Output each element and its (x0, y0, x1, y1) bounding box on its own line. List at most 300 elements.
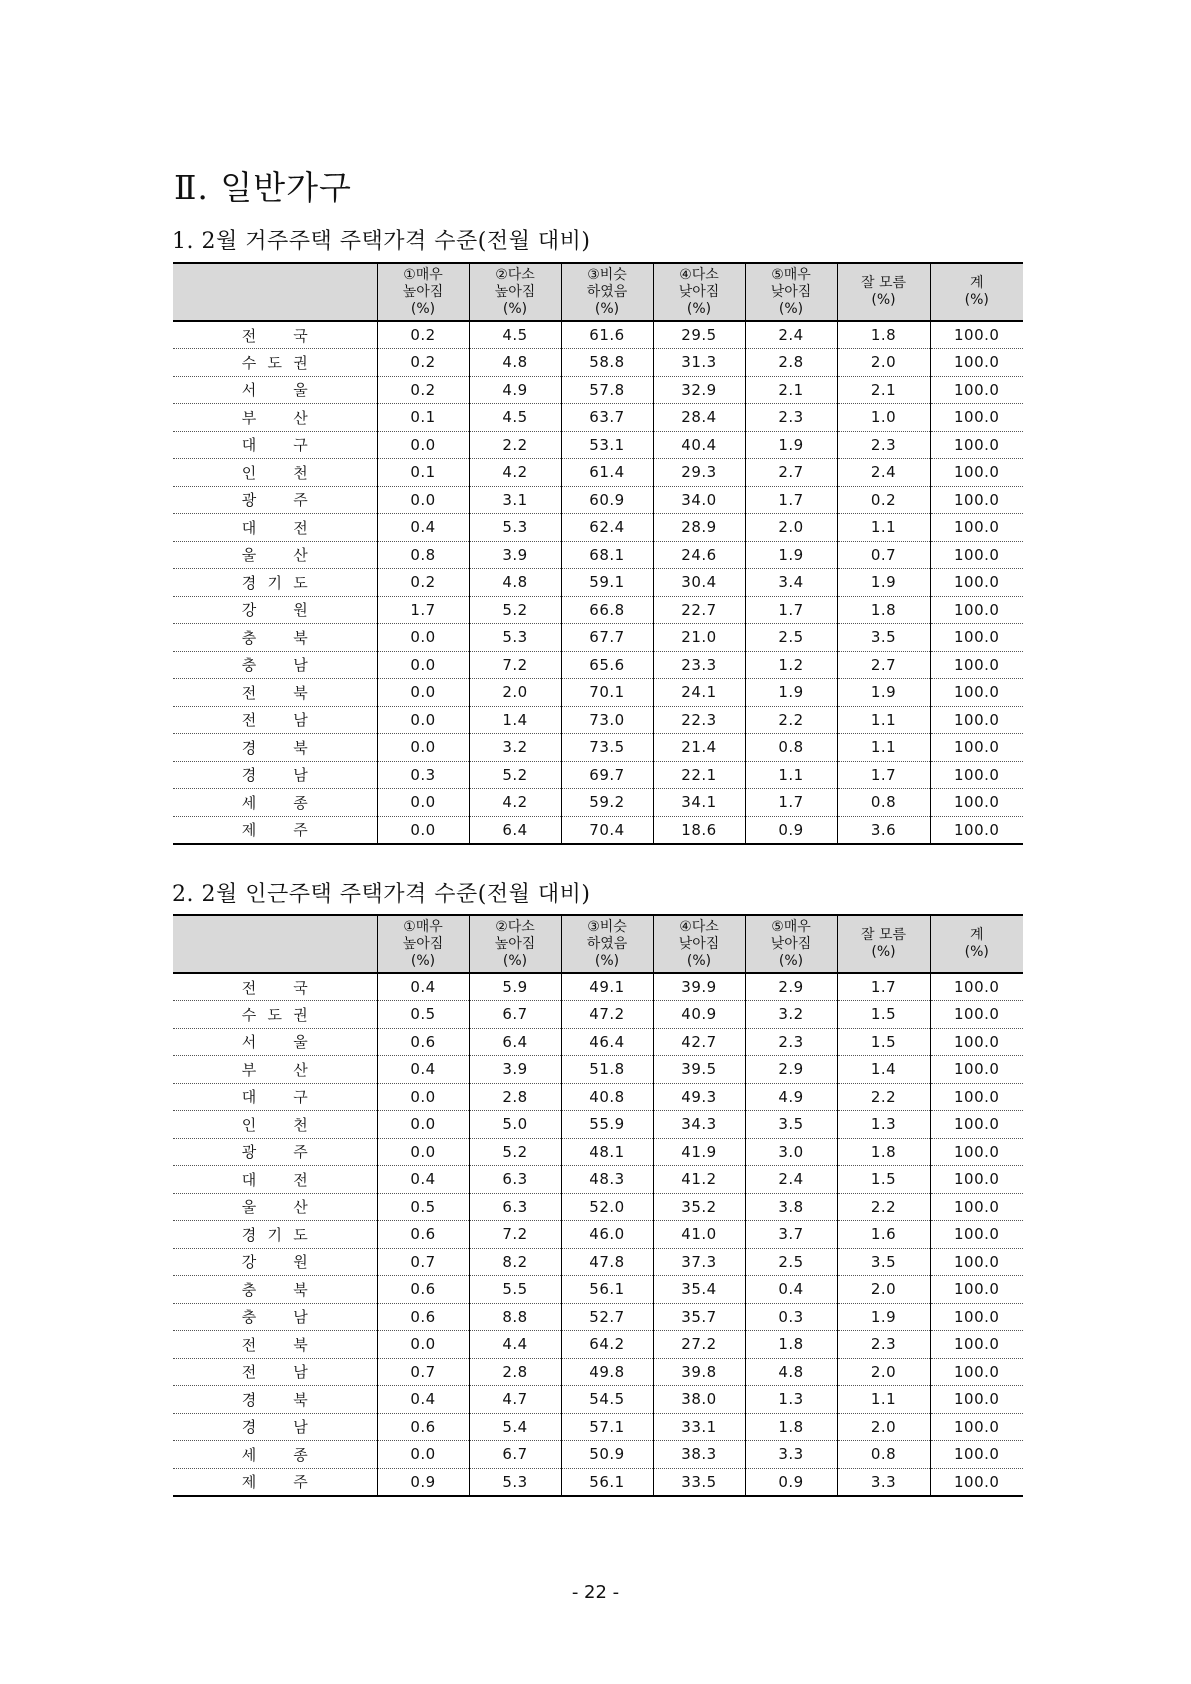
value-cell: 32.9 (653, 376, 745, 404)
region-name (242, 977, 308, 998)
table-row (173, 1166, 1023, 1194)
table-row (173, 1413, 1023, 1441)
region-char: 인 (241, 463, 257, 482)
region-name (242, 434, 308, 455)
region-cell (173, 1331, 377, 1359)
region-char: 주 (293, 821, 308, 839)
value-cell: 5.3 (469, 1468, 561, 1496)
region-name (242, 1444, 308, 1465)
table-row (173, 404, 1023, 432)
value-cell: 1.7 (837, 761, 930, 789)
column-header-line: 낮아짐 (678, 283, 720, 300)
value-cell: 1.3 (837, 1111, 930, 1139)
region-name (242, 489, 308, 510)
region-char: 북 (293, 1335, 308, 1354)
value-cell: 35.4 (653, 1276, 745, 1304)
value-cell: 24.6 (653, 541, 745, 569)
value-cell: 1.4 (837, 1056, 930, 1084)
value-cell: 34.1 (653, 789, 745, 817)
value-cell: 0.0 (377, 1111, 469, 1139)
value-cell: 100.0 (930, 1166, 1023, 1194)
value-cell: 1.7 (745, 486, 837, 514)
region-char: 부 (241, 1060, 257, 1079)
value-cell: 2.1 (745, 376, 837, 404)
region-cell (173, 761, 377, 789)
region-char: 세 (241, 793, 257, 812)
column-header-line: (%) (964, 944, 989, 960)
table-row (173, 459, 1023, 487)
value-cell: 2.4 (745, 321, 837, 349)
region-name (242, 325, 308, 346)
column-header-line: 계 (969, 275, 984, 291)
value-cell: 0.0 (377, 1331, 469, 1359)
value-cell: 5.3 (469, 624, 561, 652)
table-row (173, 1056, 1023, 1084)
value-cell: 3.9 (469, 1056, 561, 1084)
value-cell: 0.0 (377, 816, 469, 844)
table-row (173, 1303, 1023, 1331)
table-row (173, 514, 1023, 542)
column-header (377, 263, 469, 321)
value-cell: 6.3 (469, 1166, 561, 1194)
value-cell: 4.9 (469, 376, 561, 404)
value-cell: 41.0 (653, 1221, 745, 1249)
page-number: - 22 - (571, 1582, 620, 1603)
value-cell: 49.3 (653, 1083, 745, 1111)
region-char: 서 (241, 1033, 257, 1052)
column-header-line: (%) (871, 944, 896, 960)
value-cell: 100.0 (930, 569, 1023, 597)
region-char: 권 (293, 353, 308, 372)
value-cell: 5.4 (469, 1413, 561, 1441)
value-cell: 22.1 (653, 761, 745, 789)
value-cell: 29.3 (653, 459, 745, 487)
table-row (173, 706, 1023, 734)
table-row (173, 1248, 1023, 1276)
region-cell (173, 404, 377, 432)
value-cell: 28.4 (653, 404, 745, 432)
value-cell: 100.0 (930, 514, 1023, 542)
value-cell: 73.5 (561, 734, 653, 762)
column-header-line: 높아짐 (402, 935, 444, 952)
column-header (653, 263, 745, 321)
value-cell: 3.2 (469, 734, 561, 762)
region-char: 전 (241, 711, 257, 730)
value-cell: 2.4 (837, 459, 930, 487)
value-cell: 0.1 (377, 404, 469, 432)
value-cell: 4.5 (469, 321, 561, 349)
column-header-line: ①매우 (403, 266, 443, 283)
value-cell: 5.3 (469, 514, 561, 542)
value-cell: 0.0 (377, 651, 469, 679)
column-header-line: 잘 모름 (860, 927, 907, 943)
value-cell: 4.2 (469, 789, 561, 817)
value-cell: 69.7 (561, 761, 653, 789)
region-char: 전 (241, 683, 257, 702)
table-row (173, 651, 1023, 679)
region-cell (173, 679, 377, 707)
value-cell: 2.5 (745, 624, 837, 652)
value-cell: 100.0 (930, 1083, 1023, 1111)
value-cell: 66.8 (561, 596, 653, 624)
value-cell: 100.0 (930, 1001, 1023, 1029)
region-char: 경 (241, 766, 257, 785)
value-cell: 0.4 (377, 1386, 469, 1414)
region-name (242, 1031, 308, 1052)
value-cell: 1.8 (745, 1413, 837, 1441)
value-cell: 0.7 (837, 541, 930, 569)
region-char: 전 (241, 326, 257, 345)
region-name (242, 1196, 308, 1217)
value-cell: 0.0 (377, 789, 469, 817)
column-header-line: 높아짐 (494, 283, 536, 300)
region-char: 서 (241, 381, 257, 400)
value-cell: 39.9 (653, 973, 745, 1001)
value-cell: 100.0 (930, 1111, 1023, 1139)
value-cell: 0.8 (745, 734, 837, 762)
region-char: 충 (241, 628, 257, 647)
region-char: 제 (241, 821, 257, 839)
value-cell: 0.6 (377, 1221, 469, 1249)
value-cell: 2.2 (745, 706, 837, 734)
value-cell: 70.4 (561, 816, 653, 844)
region-cell (173, 1303, 377, 1331)
region-name (242, 1224, 308, 1245)
value-cell: 1.2 (745, 651, 837, 679)
value-cell: 23.3 (653, 651, 745, 679)
column-header (837, 263, 930, 321)
value-cell: 3.1 (469, 486, 561, 514)
table-row (173, 541, 1023, 569)
value-cell: 0.4 (377, 1056, 469, 1084)
value-cell: 5.2 (469, 596, 561, 624)
region-cell (173, 486, 377, 514)
region-char: 산 (293, 1198, 308, 1217)
region-name (242, 1416, 308, 1437)
value-cell: 1.9 (745, 541, 837, 569)
column-header (930, 263, 1023, 321)
region-char: 부 (241, 408, 257, 427)
value-cell: 0.4 (745, 1276, 837, 1304)
region-char: 권 (293, 1005, 308, 1024)
region-name (242, 462, 308, 483)
region-cell (173, 1386, 377, 1414)
column-header-line: 낮아짐 (770, 935, 812, 952)
value-cell: 2.8 (469, 1083, 561, 1111)
column-header-line: ②다소 (495, 918, 535, 935)
value-cell: 4.7 (469, 1386, 561, 1414)
region-name (242, 599, 308, 620)
value-cell: 70.1 (561, 679, 653, 707)
region-cell (173, 973, 377, 1001)
region-char: 산 (293, 546, 308, 565)
value-cell: 3.0 (745, 1138, 837, 1166)
value-cell: 1.8 (837, 596, 930, 624)
table-row (173, 321, 1023, 349)
value-cell: 0.5 (377, 1193, 469, 1221)
value-cell: 49.1 (561, 973, 653, 1001)
value-cell: 5.9 (469, 973, 561, 1001)
region-name (242, 544, 308, 565)
value-cell: 38.3 (653, 1441, 745, 1469)
value-cell: 7.2 (469, 1221, 561, 1249)
value-cell: 4.8 (745, 1358, 837, 1386)
region-char: 경 (241, 1418, 257, 1437)
value-cell: 100.0 (930, 1193, 1023, 1221)
table-row (173, 816, 1023, 844)
value-cell: 1.8 (837, 321, 930, 349)
value-cell: 42.7 (653, 1028, 745, 1056)
value-cell: 3.5 (837, 624, 930, 652)
value-cell: 0.4 (377, 973, 469, 1001)
value-cell: 5.2 (469, 1138, 561, 1166)
column-header-line: (%) (410, 300, 436, 317)
value-cell: 8.2 (469, 1248, 561, 1276)
value-cell: 1.6 (837, 1221, 930, 1249)
region-name (242, 627, 308, 648)
value-cell: 1.9 (745, 679, 837, 707)
value-cell: 73.0 (561, 706, 653, 734)
region-char: 기 (267, 1225, 282, 1244)
column-header-line: (%) (778, 300, 804, 317)
column-header-line: (%) (594, 952, 620, 969)
column-header (561, 915, 653, 973)
value-cell: 100.0 (930, 376, 1023, 404)
value-cell: 50.9 (561, 1441, 653, 1469)
value-cell: 60.9 (561, 486, 653, 514)
value-cell: 1.8 (837, 1138, 930, 1166)
value-cell: 2.0 (837, 1276, 930, 1304)
value-cell: 39.8 (653, 1358, 745, 1386)
value-cell: 2.4 (745, 1166, 837, 1194)
region-char: 도 (293, 1225, 308, 1244)
column-header-line: (%) (778, 952, 804, 969)
region-cell (173, 1056, 377, 1084)
region-name (242, 1279, 308, 1300)
region-char: 대 (241, 1170, 257, 1189)
value-cell: 68.1 (561, 541, 653, 569)
value-cell: 3.6 (837, 816, 930, 844)
column-header-line: (%) (871, 292, 896, 308)
value-cell: 1.4 (469, 706, 561, 734)
column-header (930, 915, 1023, 973)
column-header-line: (%) (686, 952, 712, 969)
value-cell: 100.0 (930, 431, 1023, 459)
value-cell: 1.0 (837, 404, 930, 432)
region-char: 북 (293, 1280, 308, 1299)
value-cell: 0.0 (377, 1083, 469, 1111)
value-cell: 100.0 (930, 651, 1023, 679)
table-row (173, 973, 1023, 1001)
value-cell: 100.0 (930, 973, 1023, 1001)
value-cell: 100.0 (930, 541, 1023, 569)
value-cell: 67.7 (561, 624, 653, 652)
value-cell: 0.6 (377, 1413, 469, 1441)
value-cell: 48.1 (561, 1138, 653, 1166)
value-cell: 100.0 (930, 816, 1023, 844)
header-corner-cell (173, 263, 377, 321)
table-row (173, 1001, 1023, 1029)
region-char: 주 (293, 1143, 308, 1162)
price-table-nearby (173, 914, 1023, 1497)
column-header-line: ①매우 (403, 918, 443, 935)
page-heading: Ⅱ. 일반가구 (174, 168, 352, 207)
value-cell: 4.8 (469, 569, 561, 597)
region-cell (173, 1276, 377, 1304)
value-cell: 21.0 (653, 624, 745, 652)
table-row (173, 1468, 1023, 1496)
region-char: 세 (241, 1445, 257, 1464)
region-char: 강 (241, 1253, 257, 1272)
value-cell: 0.1 (377, 459, 469, 487)
region-cell (173, 1221, 377, 1249)
region-char: 광 (241, 491, 257, 510)
value-cell: 56.1 (561, 1276, 653, 1304)
column-header-line: 낮아짐 (678, 935, 720, 952)
column-header-line: 잘 모름 (860, 275, 907, 291)
region-char: 종 (293, 1445, 308, 1464)
value-cell: 100.0 (930, 321, 1023, 349)
value-cell: 52.0 (561, 1193, 653, 1221)
column-header-line: 높아짐 (494, 935, 536, 952)
region-char: 남 (293, 766, 308, 785)
region-cell (173, 431, 377, 459)
region-name (242, 1471, 308, 1492)
column-header-line: ③비슷 (587, 266, 627, 283)
value-cell: 0.2 (377, 569, 469, 597)
region-name (242, 1169, 308, 1190)
value-cell: 5.5 (469, 1276, 561, 1304)
value-cell: 0.3 (745, 1303, 837, 1331)
value-cell: 0.0 (377, 431, 469, 459)
region-cell (173, 1111, 377, 1139)
table-row (173, 1028, 1023, 1056)
value-cell: 0.0 (377, 624, 469, 652)
region-name (242, 709, 308, 730)
value-cell: 0.8 (837, 789, 930, 817)
value-cell: 100.0 (930, 404, 1023, 432)
value-cell: 0.4 (377, 514, 469, 542)
region-name (242, 1141, 308, 1162)
column-header-line: (%) (594, 300, 620, 317)
region-char: 전 (241, 1335, 257, 1354)
value-cell: 2.0 (745, 514, 837, 542)
table-row (173, 1441, 1023, 1469)
table-row (173, 596, 1023, 624)
table-row (173, 1193, 1023, 1221)
region-cell (173, 624, 377, 652)
value-cell: 40.8 (561, 1083, 653, 1111)
table-row (173, 349, 1023, 377)
table-row (173, 486, 1023, 514)
value-cell: 28.9 (653, 514, 745, 542)
value-cell: 33.1 (653, 1413, 745, 1441)
value-cell: 5.0 (469, 1111, 561, 1139)
region-char: 강 (241, 601, 257, 620)
region-cell (173, 1193, 377, 1221)
region-cell (173, 1083, 377, 1111)
region-char: 대 (241, 518, 257, 537)
value-cell: 2.0 (837, 1413, 930, 1441)
value-cell: 100.0 (930, 459, 1023, 487)
value-cell: 1.9 (745, 431, 837, 459)
region-char: 남 (293, 1418, 308, 1437)
value-cell: 22.7 (653, 596, 745, 624)
value-cell: 100.0 (930, 706, 1023, 734)
value-cell: 0.7 (377, 1248, 469, 1276)
value-cell: 4.2 (469, 459, 561, 487)
price-table-residence (173, 262, 1023, 845)
region-char: 산 (293, 1060, 308, 1079)
value-cell: 100.0 (930, 486, 1023, 514)
column-header (837, 915, 930, 973)
column-header-line: 하였음 (586, 935, 628, 952)
region-char: 경 (241, 738, 257, 757)
value-cell: 3.2 (745, 1001, 837, 1029)
region-cell (173, 349, 377, 377)
column-header-line: ④다소 (679, 266, 719, 283)
table-row (173, 1331, 1023, 1359)
value-cell: 29.5 (653, 321, 745, 349)
value-cell: 1.7 (745, 596, 837, 624)
value-cell: 4.9 (745, 1083, 837, 1111)
value-cell: 46.4 (561, 1028, 653, 1056)
column-header-line: ③비슷 (587, 918, 627, 935)
value-cell: 47.8 (561, 1248, 653, 1276)
region-char: 북 (293, 628, 308, 647)
region-name (242, 654, 308, 675)
value-cell: 2.3 (837, 1331, 930, 1359)
region-char: 국 (293, 326, 308, 345)
value-cell: 1.7 (745, 789, 837, 817)
value-cell: 1.8 (745, 1331, 837, 1359)
column-header (653, 915, 745, 973)
value-cell: 4.5 (469, 404, 561, 432)
region-name (242, 792, 308, 813)
table-row (173, 679, 1023, 707)
value-cell: 2.0 (837, 349, 930, 377)
region-name (242, 1086, 308, 1107)
region-char: 도 (267, 1005, 282, 1024)
value-cell: 100.0 (930, 761, 1023, 789)
value-cell: 40.9 (653, 1001, 745, 1029)
table-row (173, 624, 1023, 652)
region-cell (173, 789, 377, 817)
value-cell: 62.4 (561, 514, 653, 542)
value-cell: 2.3 (745, 404, 837, 432)
value-cell: 0.0 (377, 1441, 469, 1469)
region-char: 종 (293, 793, 308, 812)
table-row (173, 761, 1023, 789)
value-cell: 100.0 (930, 1276, 1023, 1304)
value-cell: 59.1 (561, 569, 653, 597)
value-cell: 27.2 (653, 1331, 745, 1359)
value-cell: 31.3 (653, 349, 745, 377)
region-cell (173, 734, 377, 762)
region-name (242, 1306, 308, 1327)
region-char: 구 (293, 436, 308, 455)
value-cell: 2.1 (837, 376, 930, 404)
value-cell: 2.7 (837, 651, 930, 679)
value-cell: 35.2 (653, 1193, 745, 1221)
value-cell: 35.7 (653, 1303, 745, 1331)
region-char: 충 (241, 1280, 257, 1299)
value-cell: 57.8 (561, 376, 653, 404)
value-cell: 100.0 (930, 1441, 1023, 1469)
column-header-line: (%) (502, 952, 528, 969)
value-cell: 18.6 (653, 816, 745, 844)
region-cell (173, 1166, 377, 1194)
